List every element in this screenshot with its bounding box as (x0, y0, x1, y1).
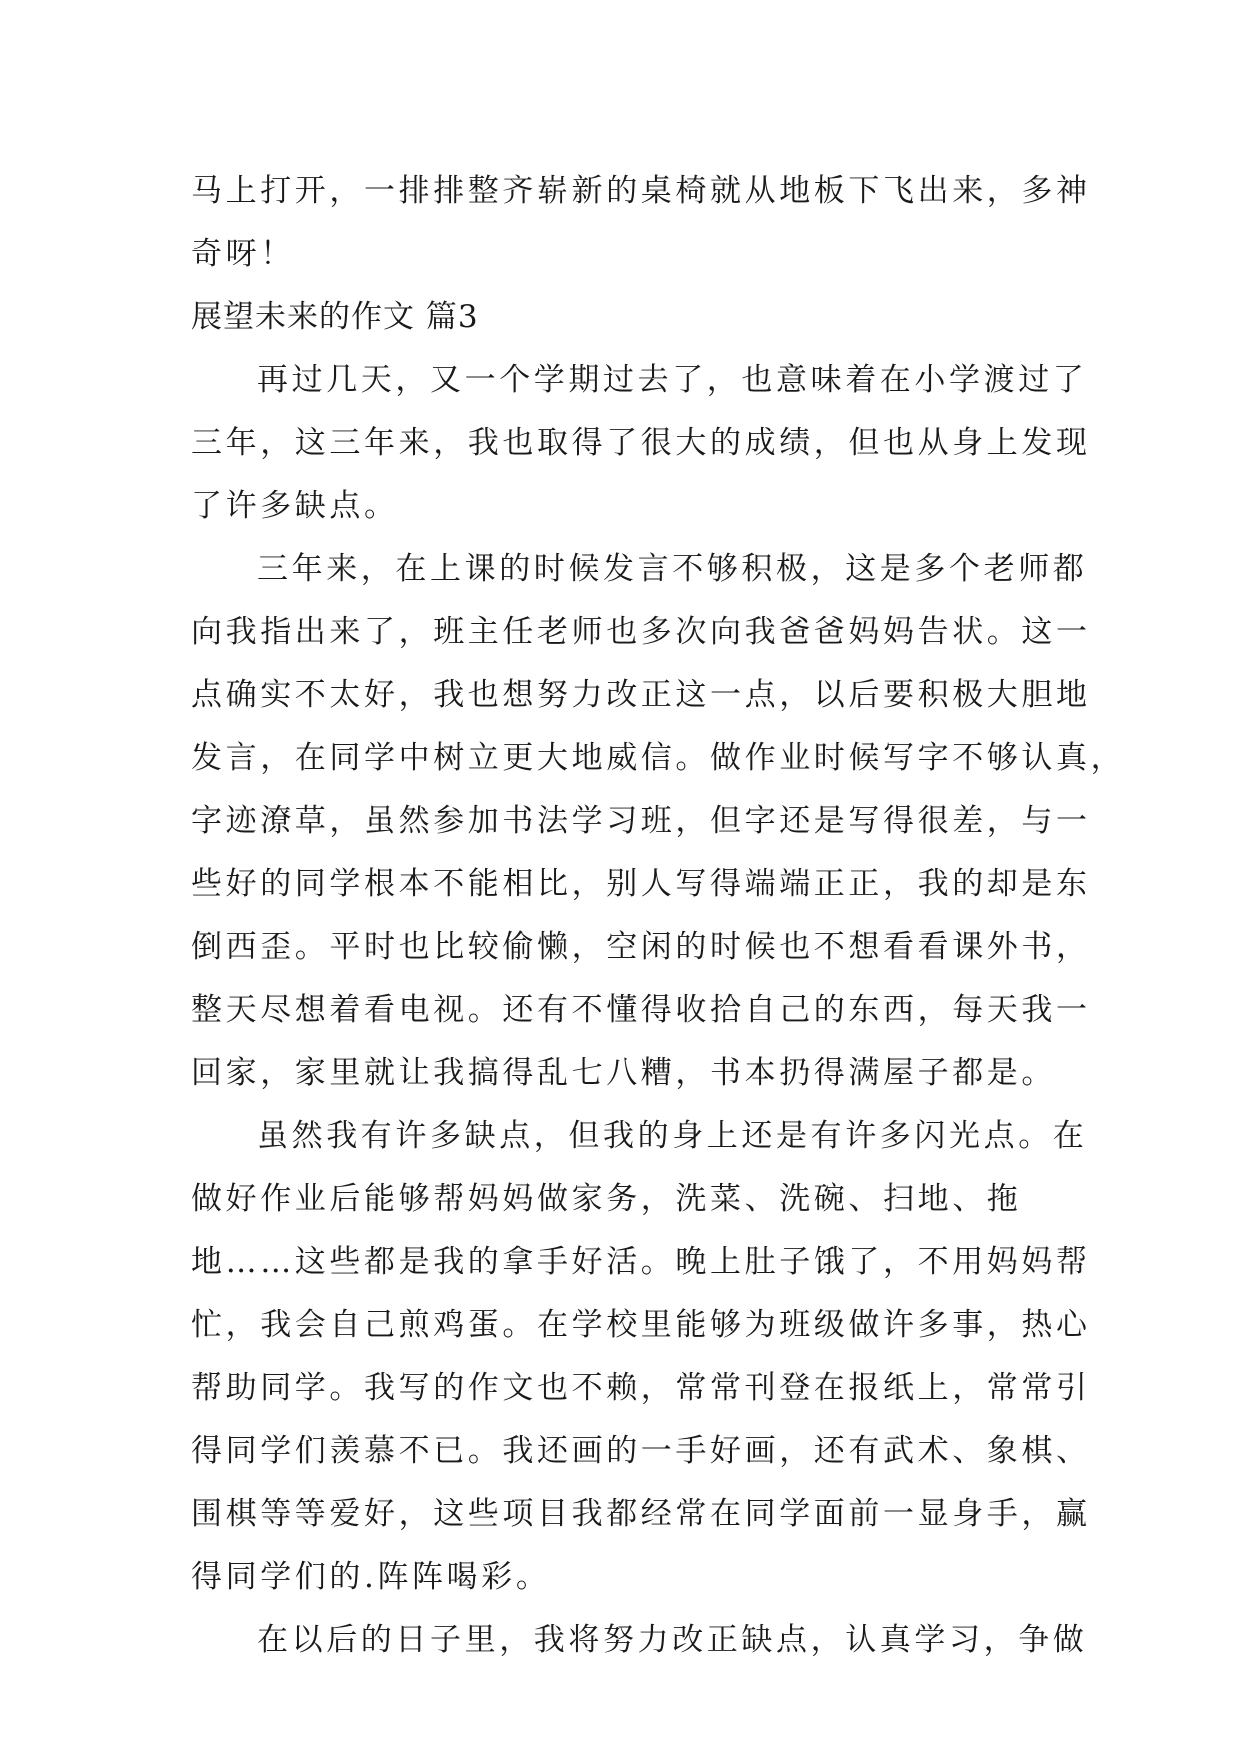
body-text-line: 些好的同学根本不能相比，别人写得端端正正，我的却是东 (191, 866, 1091, 902)
paragraph-first-line: 虽然我有许多缺点，但我的身上还是有许多闪光点。在 (257, 1118, 1088, 1154)
body-text-line: 了许多缺点。 (191, 488, 399, 524)
body-text-line: 字迹潦草，虽然参加书法学习班，但字还是写得很差，与一 (191, 803, 1091, 839)
body-text-line: 回家，家里就让我搞得乱七八糟，书本扔得满屋子都是。 (191, 1055, 1056, 1091)
body-text-line: 得同学们的.阵阵喝彩。 (191, 1559, 551, 1595)
body-text-line: 倒西歪。平时也比较偷懒，空闲的时候也不想看看课外书， (191, 929, 1091, 965)
body-text-line: 点确实不太好，我也想努力改正这一点，以后要积极大胆地 (191, 677, 1091, 713)
body-text-line: 马上打开，一排排整齐崭新的桌椅就从地板下飞出来，多神 (191, 173, 1091, 209)
body-text-line: 奇呀！ (191, 236, 295, 272)
body-text-line: 发言，在同学中树立更大地威信。做作业时候写字不够认真， (191, 740, 1126, 776)
body-text-line: 得同学们羡慕不已。我还画的一手好画，还有武术、象棋、 (191, 1433, 1091, 1469)
body-text-line: 地……这些都是我的拿手好活。晚上肚子饿了，不用妈妈帮 (191, 1244, 1091, 1280)
body-text-line: 三年，这三年来，我也取得了很大的成绩，但也从身上发现 (191, 425, 1091, 461)
body-text-line: 围棋等等爱好，这些项目我都经常在同学面前一显身手，赢 (191, 1496, 1091, 1532)
paragraph-first-line: 三年来，在上课的时候发言不够积极，这是多个老师都 (257, 551, 1088, 587)
paragraph-first-line: 在以后的日子里，我将努力改正缺点，认真学习，争做 (257, 1622, 1088, 1658)
body-text-line: 整天尽想着看电视。还有不懂得收拾自己的东西，每天我一 (191, 992, 1091, 1028)
body-text-line: 忙，我会自己煎鸡蛋。在学校里能够为班级做许多事，热心 (191, 1307, 1091, 1343)
document-page (191, 160, 1126, 1672)
section-heading: 展望未来的作文 篇3 (191, 299, 479, 335)
body-text-line: 向我指出来了，班主任老师也多次向我爸爸妈妈告状。这一 (191, 614, 1091, 650)
paragraph-first-line: 再过几天，又一个学期过去了，也意味着在小学渡过了 (257, 362, 1088, 398)
body-text-line: 帮助同学。我写的作文也不赖，常常刊登在报纸上，常常引 (191, 1370, 1091, 1406)
body-text-line: 做好作业后能够帮妈妈做家务，洗菜、洗碗、扫地、拖 (191, 1181, 1022, 1217)
